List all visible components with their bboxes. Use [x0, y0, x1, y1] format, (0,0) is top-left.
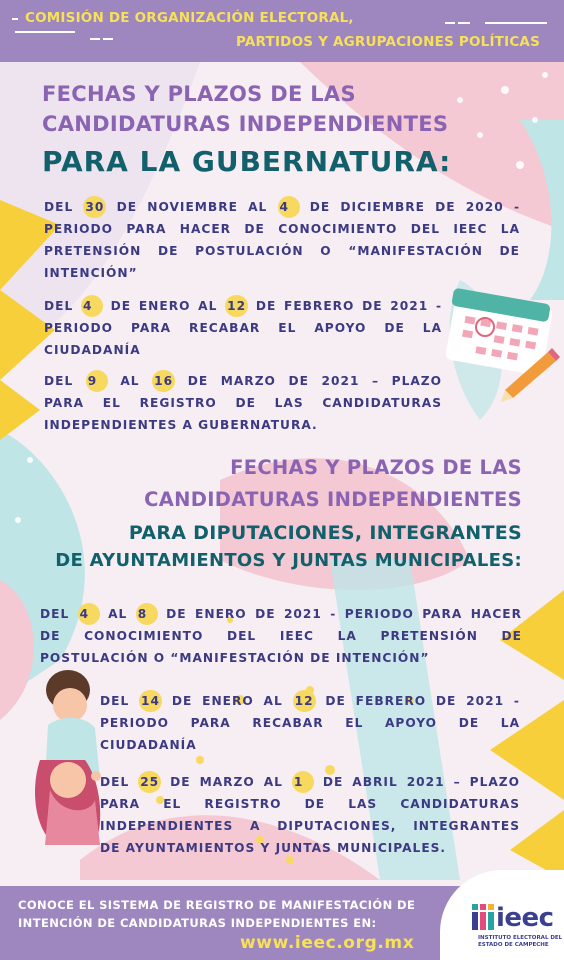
item-line	[40, 603, 522, 625]
item-text: DE FEBRERO DE 2021 -	[248, 299, 443, 313]
item-text: DE ENERO AL	[162, 694, 293, 708]
item-line: PERIODO PARA RECABAR EL APOYO DE LA	[100, 716, 520, 730]
section2-item-3	[100, 771, 520, 859]
item-text: AL	[99, 607, 136, 621]
date-highlight: 14	[139, 690, 162, 712]
item-line: INDEPENDIENTES A DIPUTACIONES, INTEGRANTES	[100, 819, 520, 833]
decorative-dash	[12, 18, 18, 20]
item-line: PERIODO PARA HACER DE CONOCIMIENTO DEL IEEC LA	[44, 222, 520, 236]
section2-item-1	[40, 603, 522, 669]
item-text: DEL	[100, 775, 139, 789]
item-text: DE ABRIL 2021 – PLAZO	[313, 775, 520, 789]
date-highlight: 30	[83, 196, 106, 218]
item-text: DEL	[44, 299, 81, 313]
item-line: PERIODO PARA RECABAR EL APOYO DE LA	[44, 321, 442, 335]
decorative-dash	[458, 22, 470, 24]
item-line: PRETENSIÓN DE POSTULACIÓN O “MANIFESTACIÓN DE	[44, 244, 520, 258]
item-text: DE MARZO DE 2021 – PLAZO	[175, 374, 443, 388]
date-highlight: 12	[225, 295, 248, 317]
date-highlight: 4	[81, 295, 103, 317]
item-text: DE ENERO DE 2021 - PERIODO PARA HACER	[157, 607, 523, 621]
decorative-dash	[90, 38, 100, 40]
item-line	[44, 196, 520, 218]
section1-title-line1: FECHAS Y PLAZOS DE LAS	[42, 82, 356, 106]
item-line: DE AYUNTAMIENTOS Y JUNTAS MUNICIPALES.	[100, 841, 447, 855]
item-line	[44, 370, 442, 392]
item-line: CIUDADANÍA	[44, 343, 141, 357]
item-line: PARA EL REGISTRO DE LAS CANDIDATURAS	[44, 396, 442, 410]
item-line: DE CONOCIMIENTO DEL IEEC LA PRETENSIÓN DE	[40, 629, 522, 643]
item-text: DE FEBRERO DE 2021 -	[315, 694, 520, 708]
logo-subtitle-2: ESTADO DE CAMPECHE	[478, 942, 549, 948]
ieec-logo-icon	[472, 904, 494, 930]
logo-subtitle-1: INSTITUTO ELECTORAL DEL	[478, 935, 563, 941]
section2-title-line1: FECHAS Y PLAZOS DE LAS	[230, 456, 522, 479]
ieec-logo-text: ieec	[496, 903, 554, 933]
item-text: DE MARZO AL	[161, 775, 292, 789]
item-text: DE NOVIEMBRE AL	[106, 200, 278, 214]
section2-title-line2: CANDIDATURAS INDEPENDIENTES	[144, 488, 522, 511]
item-line	[100, 690, 520, 712]
item-text: DEL	[100, 694, 140, 708]
footer-url-link[interactable]: www.ieec.org.mx	[240, 933, 415, 953]
item-line: POSTULACIÓN O “MANIFESTACIÓN DE INTENCIÓN”	[40, 651, 430, 665]
date-highlight: 4	[278, 196, 300, 218]
item-line	[100, 771, 520, 793]
section1-item-3	[44, 370, 442, 436]
section1-item-2	[44, 295, 442, 361]
date-highlight: 4	[78, 603, 100, 625]
header-banner	[0, 0, 564, 62]
item-text: DE DICIEMBRE DE 2020 -	[299, 200, 520, 214]
item-line: INTENCIÓN”	[44, 266, 138, 280]
date-highlight: 9	[86, 370, 108, 392]
item-line: INDEPENDIENTES A GUBERNATURA.	[44, 418, 318, 432]
section1-item-1	[44, 196, 520, 284]
footer-line-2: INTENCIÓN DE CANDIDATURAS INDEPENDIENTES EN:	[18, 916, 377, 930]
section1-title-line2: CANDIDATURAS INDEPENDIENTES	[42, 112, 449, 136]
item-line: CIUDADANÍA	[100, 738, 197, 752]
item-text: AL	[107, 374, 153, 388]
item-line: PARA EL REGISTRO DE LAS CANDIDATURAS	[100, 797, 520, 811]
section2-title-line4: DE AYUNTAMIENTOS Y JUNTAS MUNICIPALES:	[55, 550, 522, 571]
decorative-dash	[15, 31, 75, 33]
date-highlight: 16	[152, 370, 175, 392]
date-highlight: 25	[138, 771, 161, 793]
date-highlight: 1	[292, 771, 314, 793]
item-text: DEL	[44, 200, 84, 214]
section2-item-2	[100, 690, 520, 756]
decorative-dash	[485, 22, 547, 24]
header-line-1: COMISIÓN DE ORGANIZACIÓN ELECTORAL,	[25, 10, 354, 26]
section1-title-line3: PARA LA GUBERNATURA:	[42, 145, 452, 178]
header-line-2: PARTIDOS Y AGRUPACIONES POLÍTICAS	[236, 34, 540, 50]
item-line	[44, 295, 442, 317]
item-text: DE ENERO AL	[102, 299, 226, 313]
decorative-dash	[103, 38, 113, 40]
footer-line-1: CONOCE EL SISTEMA DE REGISTRO DE MANIFESTACIÓN DE	[18, 898, 416, 912]
date-highlight: 8	[136, 603, 158, 625]
section2-title-line3: PARA DIPUTACIONES, INTEGRANTES	[128, 522, 522, 544]
decorative-dash	[445, 22, 455, 24]
item-text: DEL	[40, 607, 78, 621]
item-text: DEL	[44, 374, 86, 388]
date-highlight: 12	[293, 690, 316, 712]
